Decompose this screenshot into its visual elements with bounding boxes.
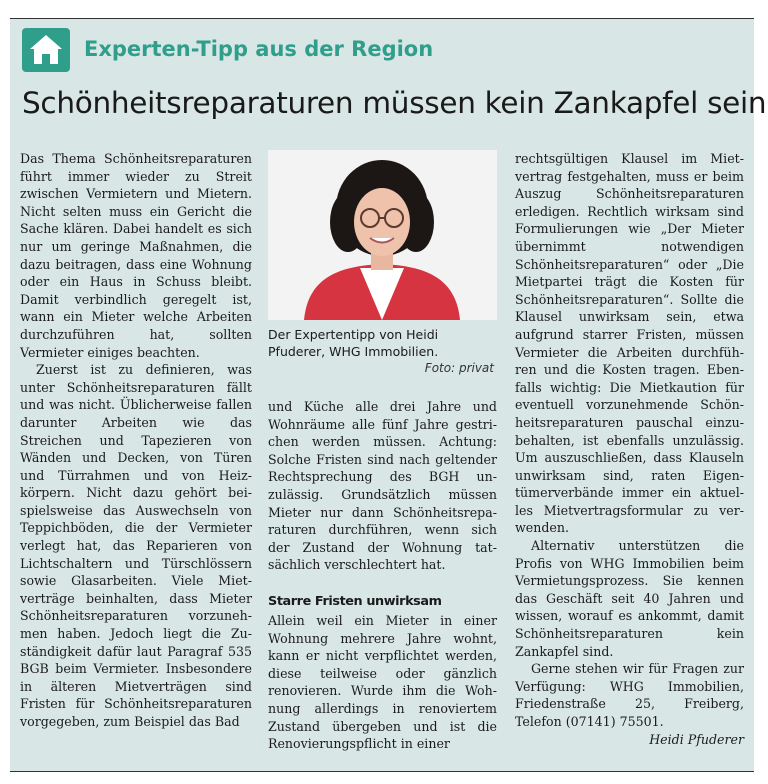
paragraph-definition: Zuerst ist zu definieren, was unter Schönheitsreparaturen fällt und was nicht. Üblicherweise fallen darunter Arbeiten wie das Streichen und Tapezieren von Wänden und Decken, von Türen und Türrahmen und von Heizkörpern. Nicht dazu gehört beispielsweise das Auswechseln von Teppichböden, die der Vermieter verlegt hat, das Reparieren von Lichtschaltern und Türschlössern sowie Glasarbeiten. Viele Mietverträge beinhalten, dass Mieter Schönheitsreparaturen vorzunehmen haben. Jedoch liegt die Zuständigkeit dafür laut Paragraf 535 BGB beim Vermieter. Insbesondere in älteren Mietverträgen sind Fristen für Schönheitsreparaturen vorgegeben, zum Beispiel das Bad xyxy=(20,362,252,729)
kicker: Experten-Tipp aus der Region xyxy=(84,37,434,61)
paragraph-intro: Das Thema Schönheitsreparaturen führt immer wieder zu Streit zwischen Vermietern und Mietern. Nicht selten muss ein Gericht die Sache klären. Dabei handelt es sich nur um geringe Maßnahmen, die dazu beitragen, dass eine Wohnung oder ein Haus in Schuss bleibt. Damit verbindlich geregelt ist, wann ein Mieter welche Arbeiten durchzuführen hat, sollten Vermieter einiges beachten. xyxy=(20,151,253,360)
article-column-2 xyxy=(268,398,497,574)
article-column-2-section xyxy=(268,612,497,753)
portrait-photo xyxy=(268,150,497,320)
paragraph-contact: Gerne stehen wir für Fragen zur Verfügung: WHG Immobilien, Friedenstraße 25, Freiberg, Telefon (07141) 75501. xyxy=(515,661,744,729)
photo-caption: Der Expertentipp von Heidi Pfuderer, WHG Immobilien. xyxy=(268,327,439,359)
house-icon xyxy=(22,28,70,72)
paragraph-whg: Alternativ unterstützen die Profis von WHG Immobilien beim Vermietungsprozess. Sie kennen das Geschäft seit 40 Jahren und wissen, worauf es ankommt, damit Schönheitsreparaturen kein Zankapfel sind. xyxy=(515,538,744,659)
paragraph-continued: und Küche alle drei Jahre und Wohnräume alle fünf Jahre gestrichen werden müssen. Achtung: Solche Fristen sind nach geltender Rechtsprechung des BGH unzulässig. Grundsätzlich müssen Mieter nur dann Schönheitsreparaturen durchführen, wenn sich der Zustand der Wohnung tatsächlich verschlechtert hat. xyxy=(268,399,497,573)
article-column-3 xyxy=(515,150,744,748)
section-subheading: Starre Fristen unwirksam xyxy=(268,594,442,609)
paragraph-fristen: Allein weil ein Mieter in einer Wohnung mehrere Jahre wohnt, kann er nicht verpflichtet werden, diese teilweise oder gänzlich renovieren. Wurde ihm die Wohnung allerdings in renoviertem Zustand übergeben und ist die Renovierungspflicht in einer xyxy=(268,613,497,752)
author-signature: Heidi Pfuderer xyxy=(649,731,744,747)
paragraph-klausel: rechtsgültigen Klausel im Mietvertrag festgehalten, muss er beim Auszug Schönheitsreparaturen erledigen. Rechtlich wirksam sind Formulierungen wie „Der Mieter übernimmt notwendigen Schönheitsreparaturen“ oder „Die Mietpartei trägt die Kosten für Schönheitsreparaturen“. Sollte die Klausel unwirksam sein, etwa aufgrund starrer Fristen, müssen Vermieter die Arbeiten durchführen und die Kosten tragen. Ebenfalls wichtig: Die Mietkaution für eventuell vorzunehmende Schönheitsreparaturen pauschal einzubehalten, ist ebenfalls unzulässig. Um auszuschließen, dass Klauseln unwirksam sind, raten Eigentümerverbände immer ein aktuelles Mietvertragsformular zu verwenden. xyxy=(515,151,744,536)
article-column-1 xyxy=(20,150,252,731)
photo-credit: Foto: privat xyxy=(424,361,494,375)
headline: Schönheitsreparaturen müssen kein Zankapfel sein xyxy=(22,86,767,120)
